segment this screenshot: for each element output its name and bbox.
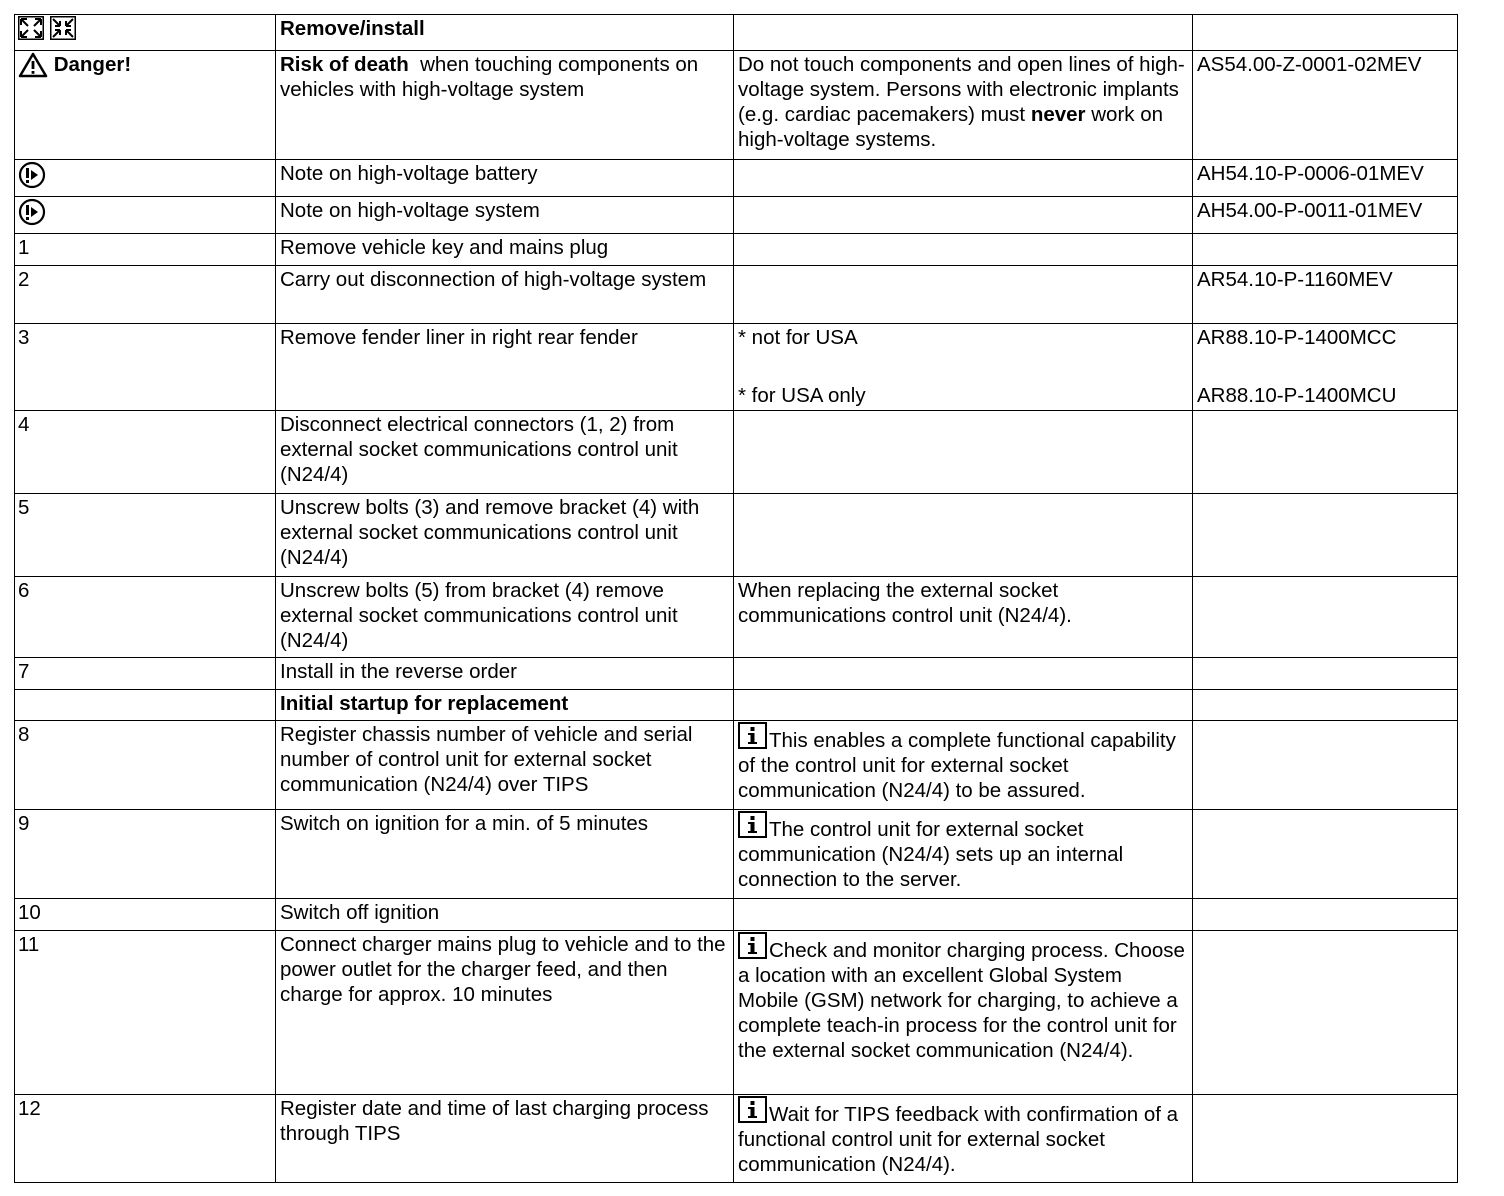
danger-advice: Do not touch components and open lines of high-voltage system. Persons with electronic implants (e.g. cardiac pacemakers) must never work on high-voltage systems. [734, 51, 1193, 160]
note-icon [18, 198, 46, 226]
step-text: Remove vehicle key and mains plug [276, 234, 734, 266]
info-icon [738, 1096, 767, 1123]
table-row [15, 690, 1458, 721]
step-ref: AR54.10-P-1160MEV [1193, 266, 1458, 324]
table-row [15, 324, 1458, 411]
step-info: Wait for TIPS feedback with confirmation of a functional control unit for external socket communication (N24/4). [734, 1095, 1193, 1183]
step-text: Register chassis number of vehicle and serial number of control unit for external socket communication (N24/4) over TIPS [276, 721, 734, 810]
step-info: This enables a complete functional capability of the control unit for external socket communication (N24/4) to be assured. [734, 721, 1193, 810]
header-title: Remove/install [276, 15, 734, 51]
step-info: The control unit for external socket communication (N24/4) sets up an internal connection to the server. [734, 810, 1193, 899]
step-number: 10 [15, 899, 276, 931]
section-title: Initial startup for replacement [276, 690, 734, 721]
note-text: Note on high-voltage system [276, 197, 734, 234]
table-row [15, 810, 1458, 899]
step-ref: AR88.10-P-1400MCC AR88.10-P-1400MCU [1193, 324, 1458, 411]
step-number: 12 [15, 1095, 276, 1183]
step-number: 8 [15, 721, 276, 810]
step-number: 3 [15, 324, 276, 411]
table-row [15, 721, 1458, 810]
warning-triangle-icon [18, 52, 48, 78]
step-number: 9 [15, 810, 276, 899]
table-row [15, 234, 1458, 266]
info-icon [738, 722, 767, 749]
table-row [15, 197, 1458, 234]
step-text: Switch off ignition [276, 899, 734, 931]
table-row [15, 51, 1458, 160]
danger-cell [15, 51, 276, 160]
step-text: Remove fender liner in right rear fender [276, 324, 734, 411]
danger-ref: AS54.00-Z-0001-02MEV [1193, 51, 1458, 160]
note-ref: AH54.10-P-0006-01MEV [1193, 160, 1458, 197]
step-text: Install in the reverse order [276, 658, 734, 690]
step-number: 4 [15, 411, 276, 494]
step-remark: When replacing the external socket communications control unit (N24/4). [734, 577, 1193, 658]
danger-risk: Risk of death when touching components on vehicles with high-voltage system [276, 51, 734, 160]
info-icon [738, 811, 767, 838]
table-row [15, 658, 1458, 690]
step-number: 11 [15, 931, 276, 1095]
header-icons-cell [15, 15, 276, 51]
danger-label: Danger! [53, 53, 132, 76]
table-row [15, 899, 1458, 931]
table-row [15, 577, 1458, 658]
note-ref: AH54.00-P-0011-01MEV [1193, 197, 1458, 234]
step-text: Unscrew bolts (5) from bracket (4) remove external socket communications control unit (N24/4) [276, 577, 734, 658]
step-text: Connect charger mains plug to vehicle and to the power outlet for the charger feed, and then charge for approx. 10 minutes [276, 931, 734, 1095]
table-row [15, 266, 1458, 324]
note-icon [18, 161, 46, 189]
step-number: 1 [15, 234, 276, 266]
step-text: Register date and time of last charging process through TIPS [276, 1095, 734, 1183]
table-row [15, 411, 1458, 494]
step-number: 7 [15, 658, 276, 690]
table-row [15, 494, 1458, 577]
note-text: Note on high-voltage battery [276, 160, 734, 197]
table-row [15, 1095, 1458, 1183]
step-remark: * not for USA * for USA only [734, 324, 1193, 411]
step-number: 2 [15, 266, 276, 324]
step-number: 5 [15, 494, 276, 577]
step-number: 6 [15, 577, 276, 658]
step-text: Disconnect electrical connectors (1, 2) from external socket communications control unit (N24/4) [276, 411, 734, 494]
table-row [15, 931, 1458, 1095]
collapse-icon [50, 16, 78, 40]
info-icon [738, 932, 767, 959]
table-row [15, 160, 1458, 197]
table-row [15, 15, 1458, 51]
step-text: Carry out disconnection of high-voltage system [276, 266, 734, 324]
procedure-table [14, 14, 1458, 1183]
expand-icon [18, 16, 46, 40]
step-text: Unscrew bolts (3) and remove bracket (4) with external socket communications control unit (N24/4) [276, 494, 734, 577]
step-text: Switch on ignition for a min. of 5 minutes [276, 810, 734, 899]
step-info: Check and monitor charging process. Choose a location with an excellent Global System Mobile (GSM) network for charging, to achieve a complete teach-in process for the control unit for the external socket communication (N24/4). [734, 931, 1193, 1095]
